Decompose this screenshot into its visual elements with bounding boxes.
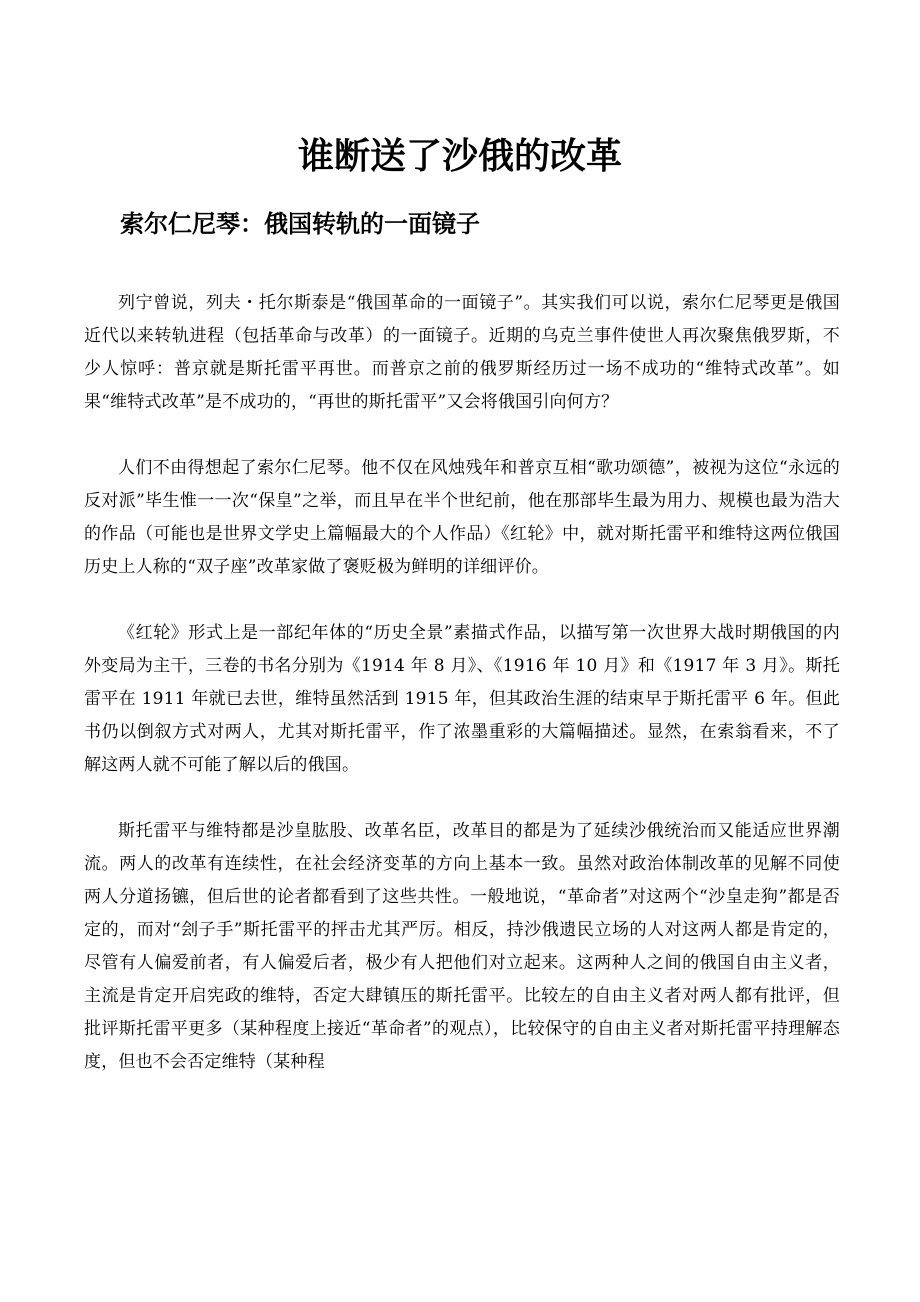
paragraph-2: 人们不由得想起了索尔仁尼琴。他不仅在风烛残年和普京互相“歌功颂德”，被视为这位“永远的反对派”毕生惟一一次“保皇”之举，而且早在半个世纪前，他在那部毕生最为用力、规模也最为浩大的作品（可能也是世界文学史上篇幅最大的个人作品）《红轮》中，就对斯托雷平和维特这两位俄国历史上人称的“双子座”改革家做了褒贬极为鲜明的详细评价。 xyxy=(84,458,840,577)
page-subtitle: 索尔仁尼琴：俄国转轨的一面镜子 xyxy=(120,210,480,238)
page-title: 谁断送了沙俄的改革 xyxy=(297,136,622,177)
paragraph-4: 斯托雷平与维特都是沙皇肱股、改革名臣，改革目的都是为了延续沙俄统治而又能适应世界潮流。两人的改革有连续性，在社会经济变革的方向上基本一致。虽然对政治体制改革的见解不同使两人分道扬镳，但后世的论者都看到了这些共性。一般地说，“革命者”对这两个“沙皇走狗”都是否定的，而对“刽子手”斯托雷平的抨击尤其严厉。相反，持沙俄遗民立场的人对这两人都是肯定的，尽管有人偏爱前者，有人偏爱后者，极少有人把他们对立起来。这两种人之间的俄国自由主义者，主流是肯定开启宪政的维特，否定大肆镇压的斯托雷平。比较左的自由主义者对两人都有批评，但批评斯托雷平更多（某种程度上接近“革命者”的观点），比较保守的自由主义者对斯托雷平持理解态度，但也不会否定维特（某种程 xyxy=(84,821,840,1072)
paragraph-3: 《红轮》形式上是一部纪年体的“历史全景”素描式作品，以描写第一次世界大战时期俄国的内外变局为主干，三卷的书名分别为《1914 年 8 月》、《1916 年 10 月》和《1917 年 3 月》。斯托雷平在 1911 年就已去世，维特虽然活到 1915 年，但其政治生涯的结束早于斯托雷平 6 年。但此书仍以倒叙方式对两人，尤其对斯托雷平，作了浓墨重彩的大篇幅描述。显然，在索翁看来，不了解这两人就不可能了解以后的俄国。 xyxy=(84,623,840,775)
paragraph-1: 列宁曾说，列夫・托尔斯泰是“俄国革命的一面镜子”。其实我们可以说，索尔仁尼琴更是俄国近代以来转轨进程（包括革命与改革）的一面镜子。近期的乌克兰事件使世人再次聚焦俄罗斯，不少人惊呼：普京就是斯托雷平再世。而普京之前的俄罗斯经历过一场不成功的“维特式改革”。如果“维特式改革”是不成功的，“再世的斯托雷平”又会将俄国引向何方？ xyxy=(84,293,840,412)
article-body xyxy=(84,287,840,1112)
